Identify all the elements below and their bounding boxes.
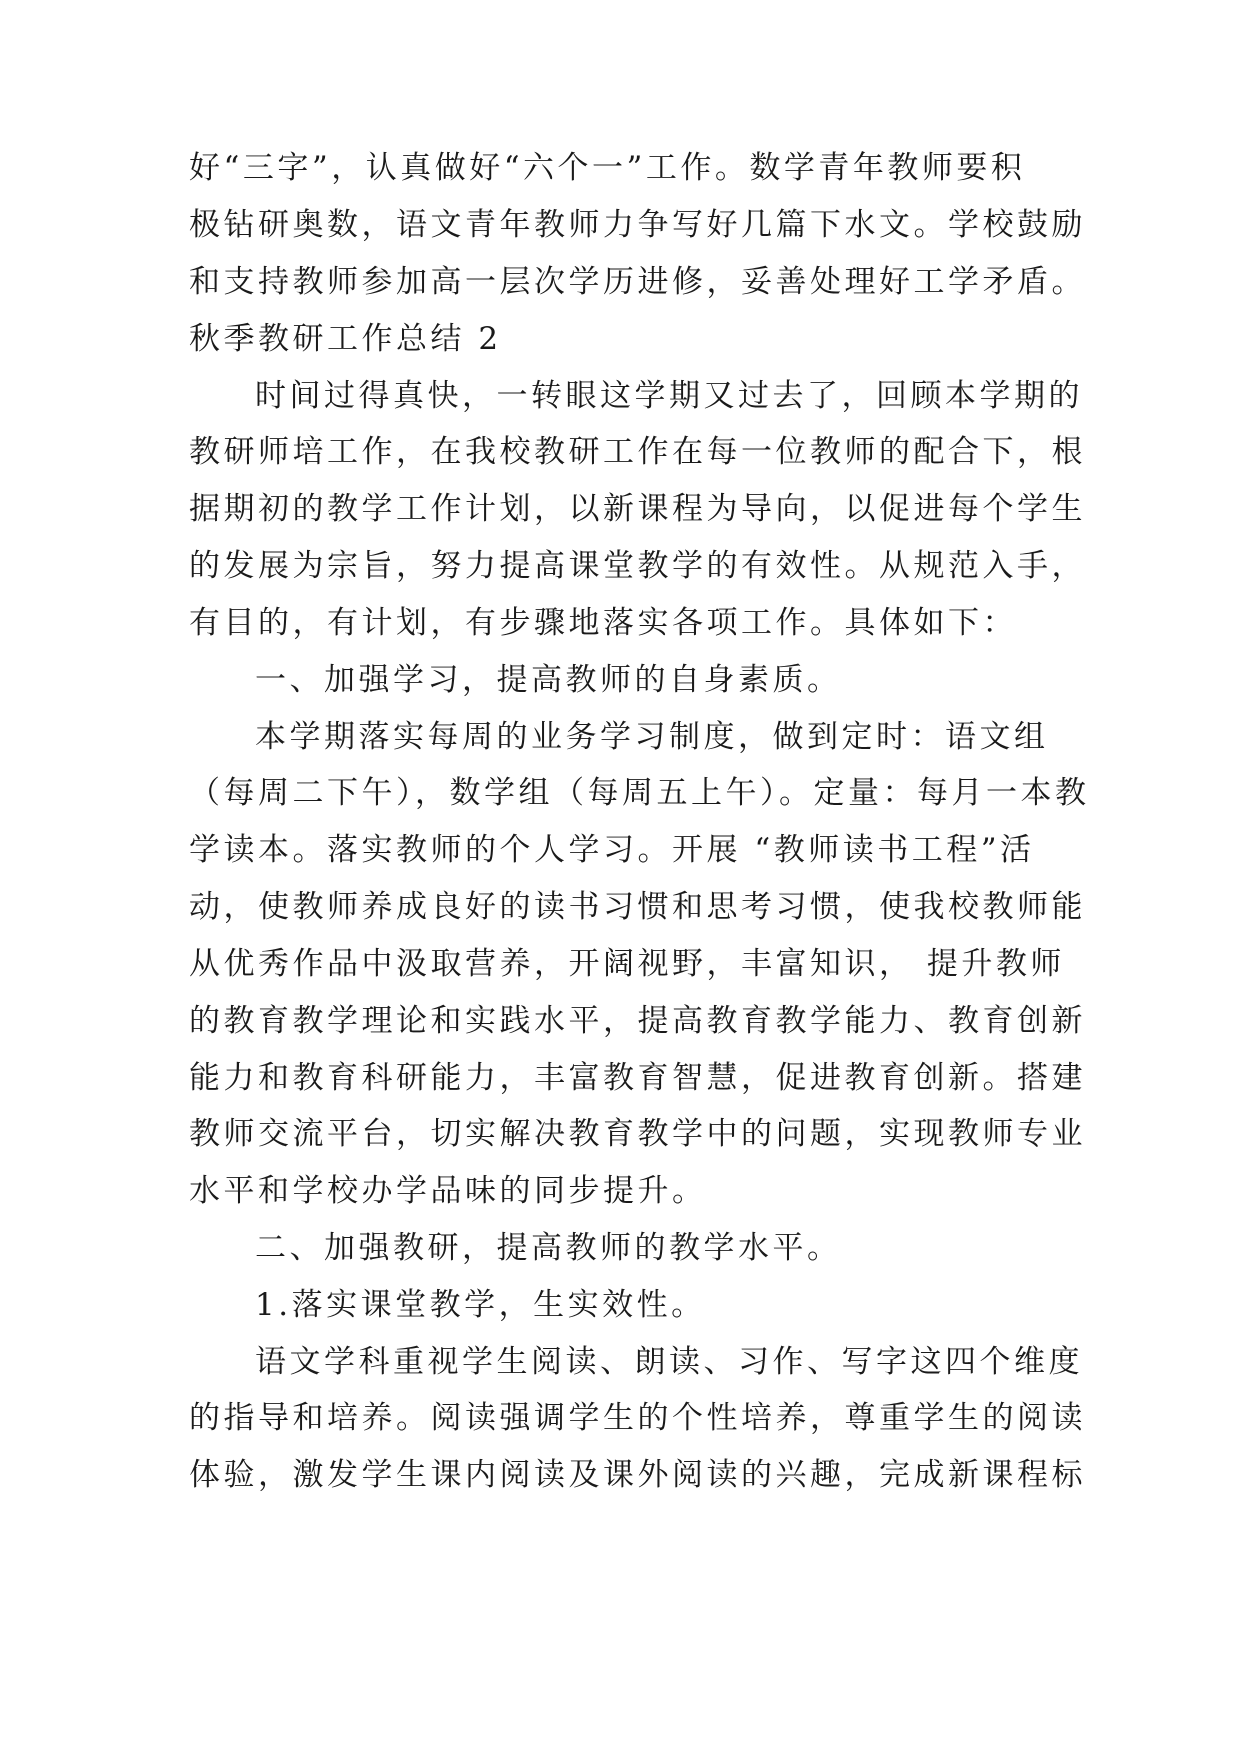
text-line: 好“三字”，认真做好“六个一”工作。数学青年教师要积: [189, 150, 1026, 186]
text-line: 的指导和培养。阅读强调学生的个性培养，尊重学生的阅读: [189, 1400, 1086, 1436]
text-line: 能力和教育科研能力，丰富教育智慧，促进教育创新。搭建: [189, 1060, 1086, 1096]
text-line: 体验，激发学生课内阅读及课外阅读的兴趣，完成新课程标: [189, 1457, 1086, 1493]
text-line: 本学期落实每周的业务学习制度，做到定时：语文组: [255, 719, 1049, 755]
text-line: 教师交流平台，切实解决教育教学中的问题，实现教师专业: [189, 1116, 1086, 1152]
text-line: 动，使教师养成良好的读书习惯和思考习惯，使我校教师能: [189, 889, 1086, 925]
list-item-heading: 1.落实课堂教学，生实效性。: [255, 1287, 706, 1323]
text-line: 的发展为宗旨，努力提高课堂教学的有效性。从规范入手，: [189, 548, 1086, 584]
text-line: 语文学科重视学生阅读、朗读、习作、写字这四个维度: [255, 1344, 1083, 1380]
subsection-heading: 一、加强学习，提高教师的自身素质。: [255, 662, 842, 698]
text-line: 极钻研奥数，语文青年教师力争写好几篇下水文。学校鼓励: [189, 207, 1086, 243]
text-line: 水平和学校办学品味的同步提升。: [189, 1173, 707, 1209]
text-line: 有目的，有计划，有步骤地落实各项工作。具体如下：: [189, 605, 1017, 641]
text-line: （每周二下午），数学组（每周五上午）。定量：每月一本教: [189, 775, 1090, 811]
text-line: 从优秀作品中汲取营养，开阔视野，丰富知识， 提升教师: [189, 946, 1065, 982]
subsection-heading: 二、加强教研，提高教师的教学水平。: [255, 1230, 842, 1266]
section-heading: 秋季教研工作总结 2: [189, 321, 502, 357]
text-line: 教研师培工作，在我校教研工作在每一位教师的配合下，根: [189, 434, 1086, 470]
text-line: 据期初的教学工作计划，以新课程为导向，以促进每个学生: [189, 491, 1086, 527]
text-line: 和支持教师参加高一层次学历进修，妥善处理好工学矛盾。: [189, 264, 1086, 300]
text-line: 的教育教学理论和实践水平，提高教育教学能力、教育创新: [189, 1003, 1086, 1039]
text-line: 学读本。落实教师的个人学习。开展 “教师读书工程”活: [189, 832, 1035, 868]
text-line: 时间过得真快，一转眼这学期又过去了，回顾本学期的: [255, 378, 1083, 414]
